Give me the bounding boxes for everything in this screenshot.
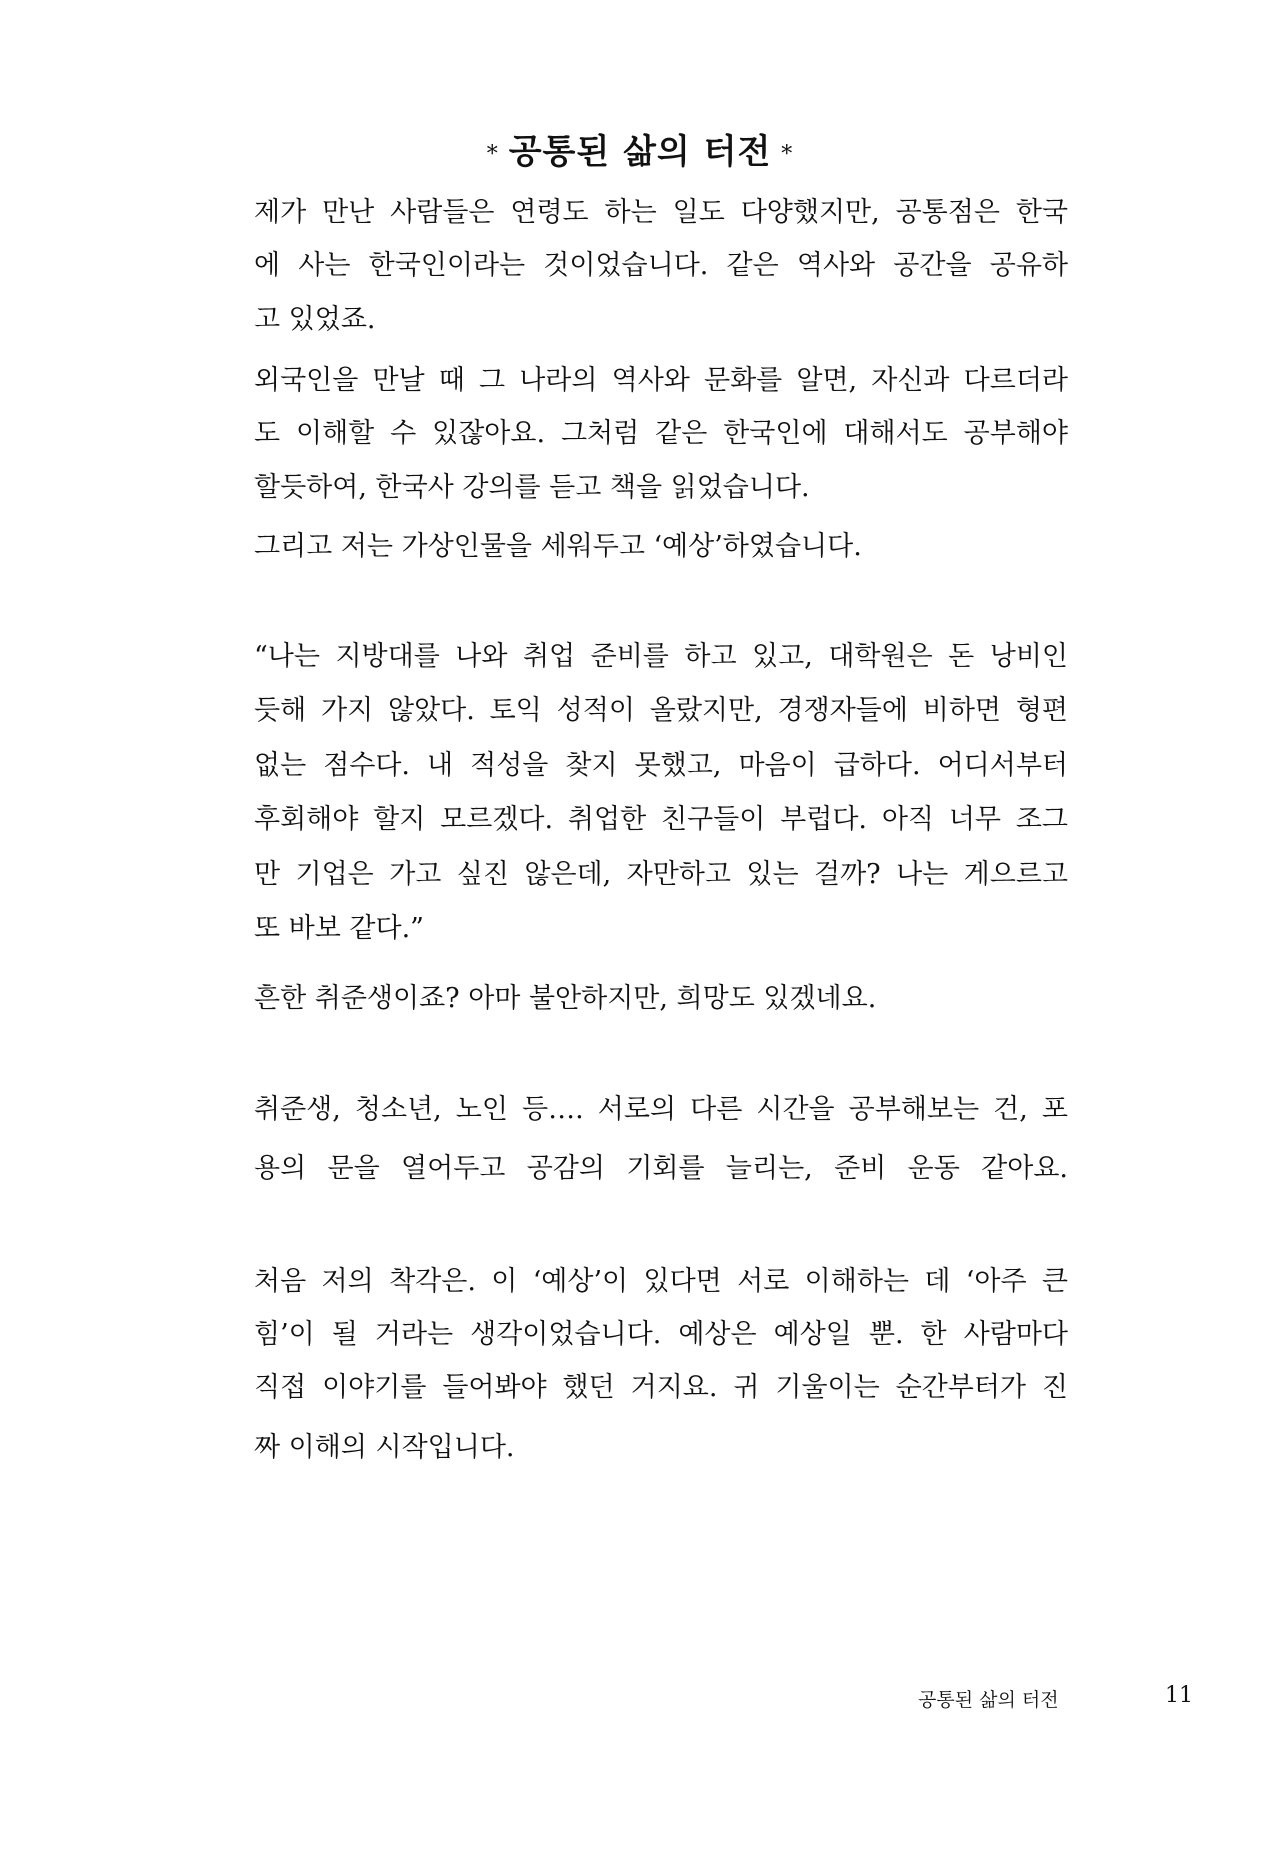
text-line: 그리고 저는 가상인물을 세워두고 ‘예상’하였습니다. bbox=[254, 531, 862, 562]
page-title bbox=[0, 124, 1280, 173]
text-line: 후회해야 할지 모르겠다. 취업한 친구들이 부럽다. 아직 너무 조그 bbox=[254, 804, 1068, 835]
text-line: 고 있었죠. bbox=[254, 304, 376, 335]
text-line: 짜 이해의 시작입니다. bbox=[254, 1432, 515, 1463]
text-line: 제가 만난 사람들은 연령도 하는 일도 다양했지만, 공통점은 한국 bbox=[254, 197, 1068, 228]
star-ornament-icon: * bbox=[781, 141, 794, 167]
page-title-text: 공통된 삶의 터전 bbox=[508, 132, 772, 172]
page-number: 11 bbox=[1165, 1683, 1193, 1708]
text-line: 없는 점수다. 내 적성을 찾지 못했고, 마음이 급하다. 어디서부터 bbox=[254, 750, 1068, 781]
text-line: 에 사는 한국인이라는 것이었습니다. 같은 역사와 공간을 공유하 bbox=[254, 250, 1068, 281]
running-footer-title: 공통된 삶의 터전 bbox=[918, 1689, 1059, 1711]
text-line: 직접 이야기를 들어봐야 했던 거지요. 귀 기울이는 순간부터가 진 bbox=[254, 1372, 1068, 1403]
text-line: 할듯하여, 한국사 강의를 듣고 책을 읽었습니다. bbox=[254, 472, 810, 503]
text-line: 용의 문을 열어두고 공감의 기회를 늘리는, 준비 운동 같아요. bbox=[254, 1153, 1068, 1184]
star-ornament-icon: * bbox=[486, 141, 499, 167]
text-line: 처음 저의 착각은. 이 ‘예상’이 있다면 서로 이해하는 데 ‘아주 큰 bbox=[254, 1266, 1068, 1297]
text-line: 만 기업은 가고 싶진 않은데, 자만하고 있는 걸까? 나는 게으르고 bbox=[254, 859, 1068, 890]
text-line: 또 바보 같다.” bbox=[254, 913, 424, 944]
text-line: 취준생, 청소년, 노인 등…. 서로의 다른 시간을 공부해보는 건, 포 bbox=[254, 1094, 1068, 1125]
text-line: “나는 지방대를 나와 취업 준비를 하고 있고, 대학원은 돈 낭비인 bbox=[254, 641, 1068, 672]
text-line: 도 이해할 수 있잖아요. 그처럼 같은 한국인에 대해서도 공부해야 bbox=[254, 418, 1068, 449]
text-line: 외국인을 만날 때 그 나라의 역사와 문화를 알면, 자신과 다르더라 bbox=[254, 365, 1068, 396]
text-line: 흔한 취준생이죠? 아마 불안하지만, 희망도 있겠네요. bbox=[254, 983, 877, 1014]
text-line: 듯해 가지 않았다. 토익 성적이 올랐지만, 경쟁자들에 비하면 형편 bbox=[254, 695, 1068, 726]
text-line: 힘’이 될 거라는 생각이었습니다. 예상은 예상일 뿐. 한 사람마다 bbox=[254, 1319, 1068, 1350]
